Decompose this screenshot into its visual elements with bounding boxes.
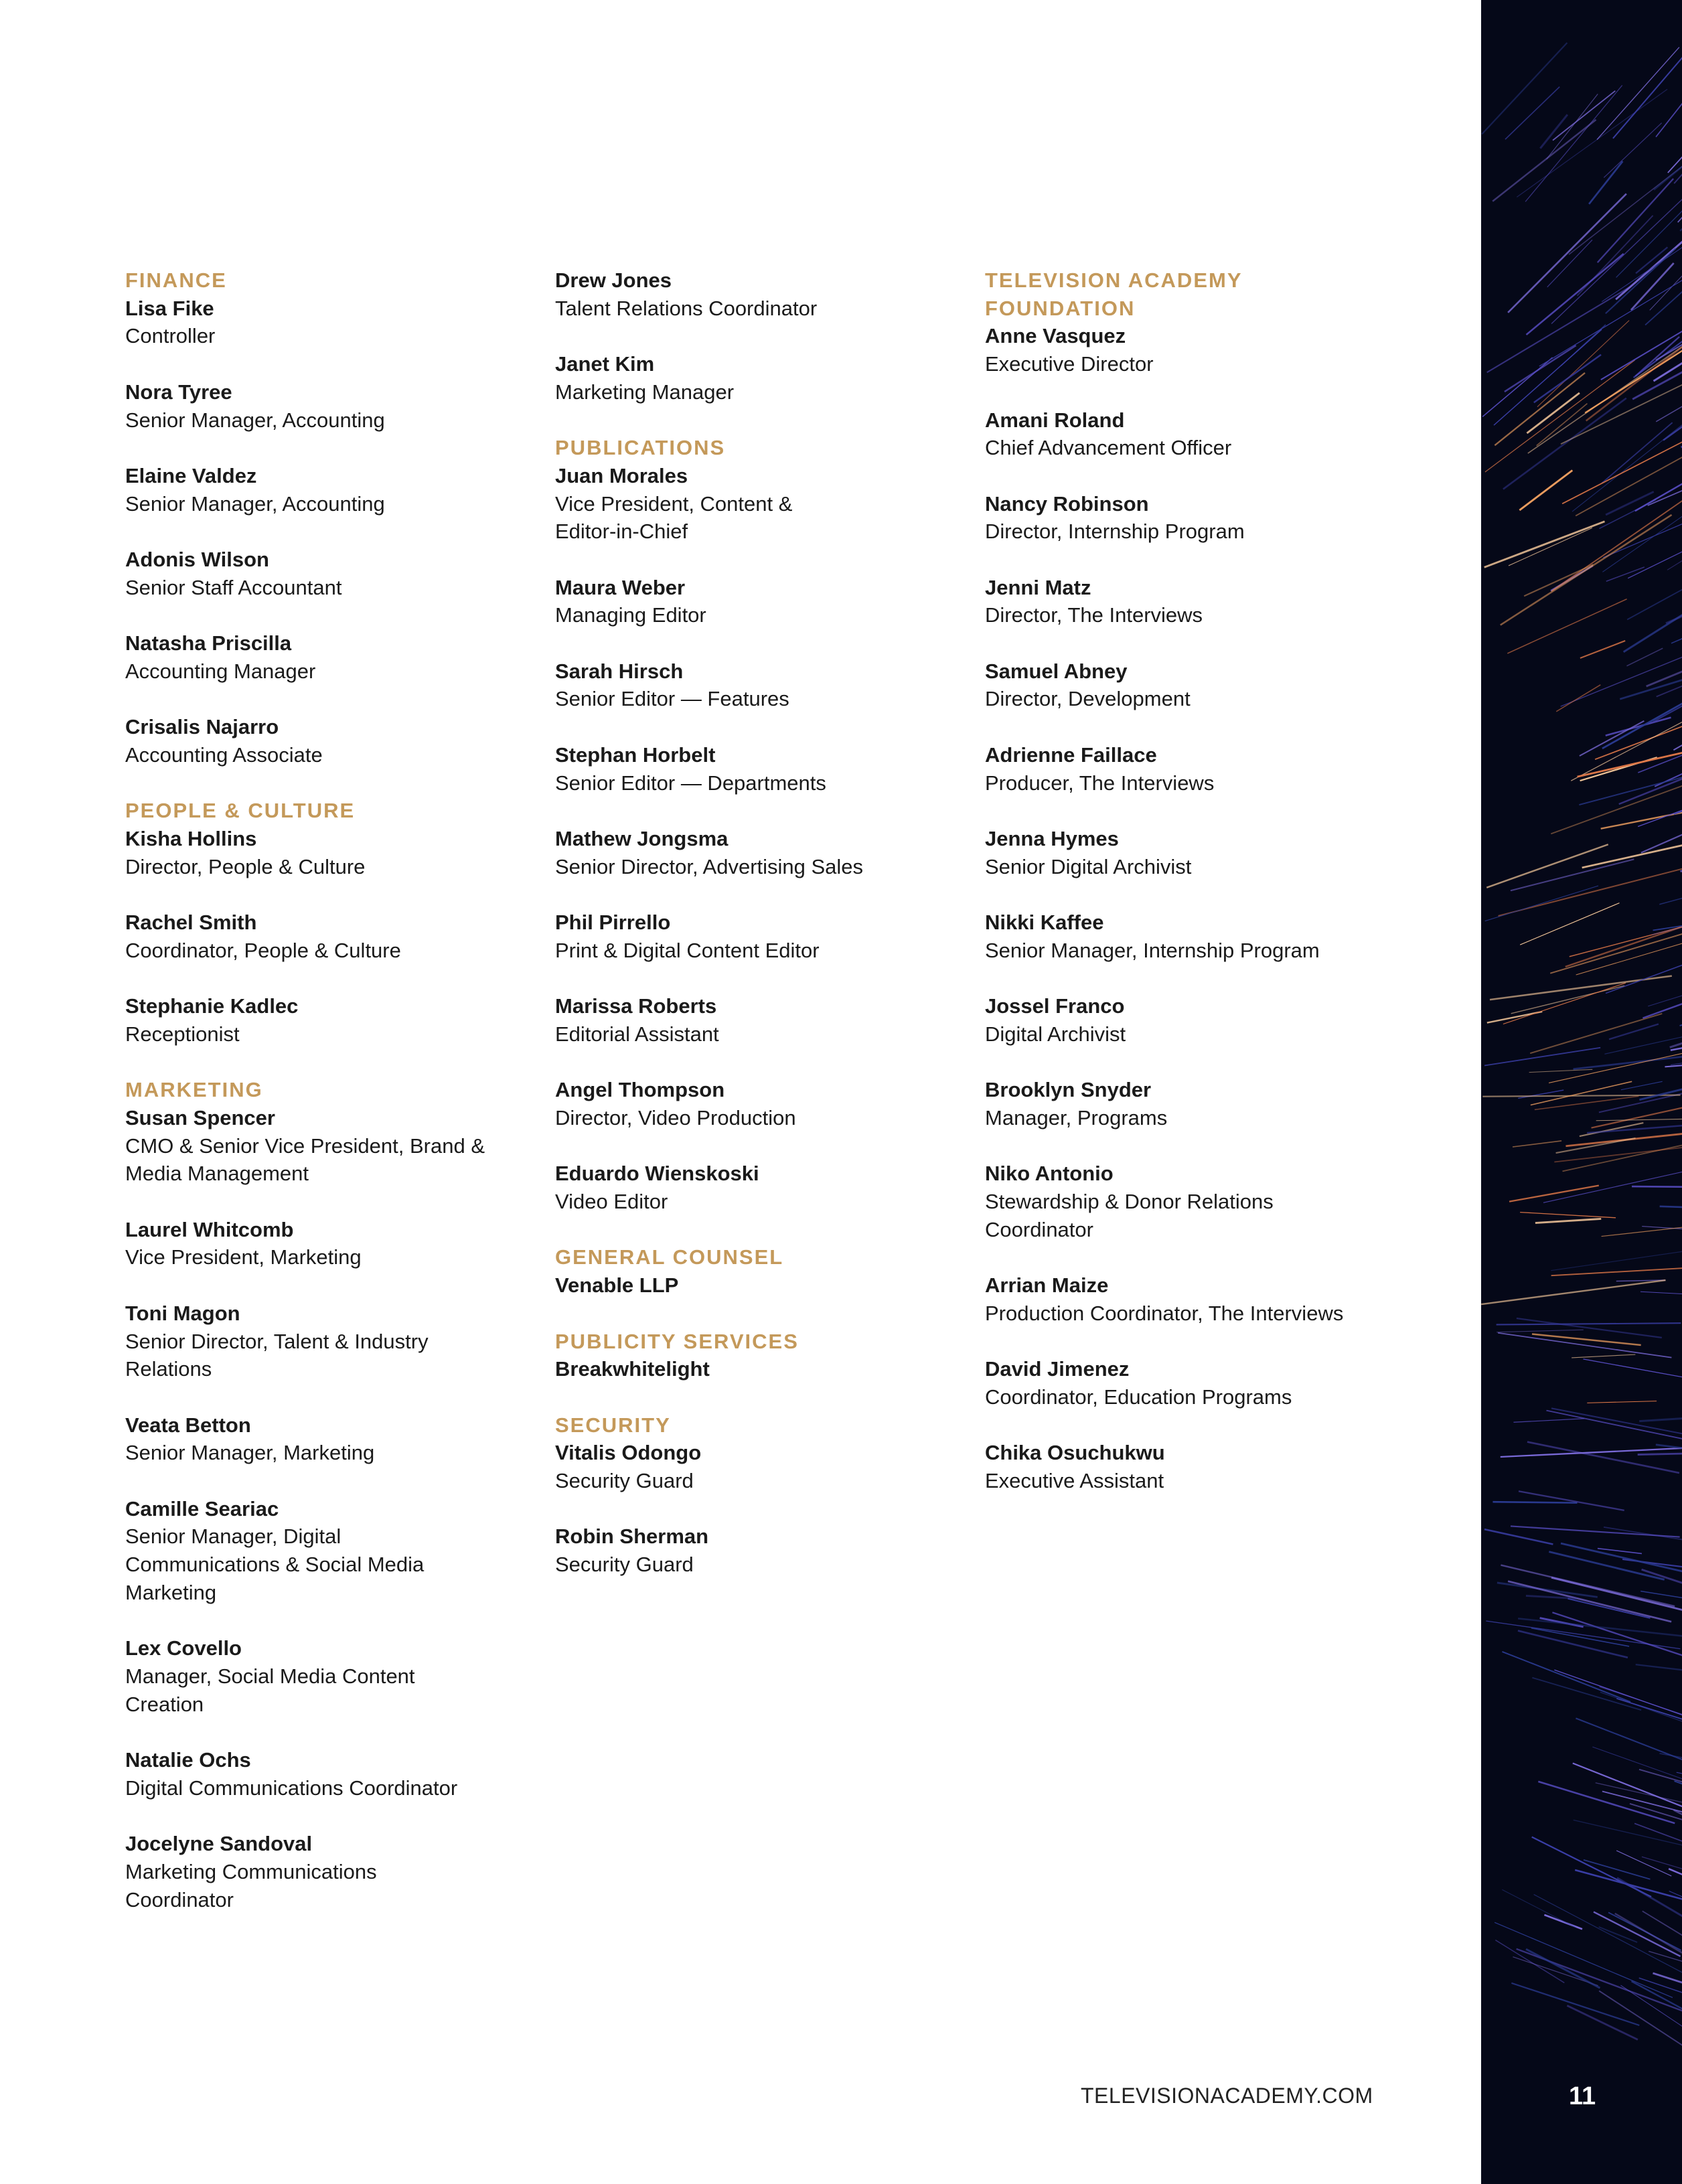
light-streak [1638, 1452, 1682, 1454]
staff-column-2 [555, 266, 970, 1607]
section-heading: MARKETING [125, 1078, 263, 1102]
staff-entry [555, 909, 970, 964]
staff-name: Janet Kim [555, 352, 655, 376]
light-streak [1524, 564, 1593, 596]
light-streak [1571, 711, 1682, 781]
light-streak [1583, 1359, 1682, 1390]
light-streak [1660, 1206, 1682, 1213]
light-streak [1537, 404, 1588, 446]
light-streak [1579, 760, 1682, 805]
staff-title: Senior Manager, Accounting [125, 491, 385, 516]
light-streak [1551, 1267, 1682, 1275]
light-streak [1543, 1160, 1682, 1202]
light-streak [1485, 886, 1598, 921]
light-streak [1494, 329, 1602, 425]
light-streak [1507, 599, 1626, 653]
staff-entry [985, 574, 1400, 629]
light-streak [1659, 858, 1682, 905]
staff-column-1 [125, 266, 540, 1942]
staff-title: Communications & Social Media [125, 1553, 425, 1577]
staff-name: Susan Spencer [125, 1105, 275, 1129]
staff-name: Arrian Maize [985, 1273, 1109, 1298]
staff-entry [985, 322, 1400, 378]
staff-entry [985, 1355, 1400, 1411]
staff-entry [125, 1495, 540, 1607]
light-streak [1674, 1781, 1682, 1802]
staff-name: Crisalis Najarro [125, 715, 279, 739]
light-streak [1601, 811, 1682, 829]
section-heading: TELEVISION ACADEMY FOUNDATION [985, 268, 1242, 320]
staff-name: Venable LLP [555, 1273, 679, 1298]
staff-title: Manager, Programs [985, 1105, 1168, 1129]
light-streak [1561, 1543, 1682, 1587]
light-streak [1606, 248, 1676, 313]
light-streak [1636, 1664, 1682, 1673]
staff-name: Rachel Smith [125, 911, 257, 935]
staff-title: Coordinator [125, 1887, 234, 1912]
staff-entry [125, 1634, 540, 1718]
light-streak [1649, 1951, 1682, 2005]
staff-title: Security Guard [555, 1469, 694, 1493]
staff-title: Executive Director [985, 352, 1154, 376]
light-streak [1505, 87, 1559, 139]
light-streak [1631, 1981, 1682, 2054]
light-streak [1652, 887, 1682, 935]
light-streak [1498, 1333, 1671, 1358]
light-streak [1620, 668, 1682, 699]
staff-entry [985, 1076, 1400, 1132]
light-streak [1529, 1069, 1593, 1072]
section-heading: SECURITY [555, 1413, 671, 1437]
light-streak [1535, 1096, 1638, 1109]
light-streak [1609, 1024, 1659, 1039]
light-streak [1575, 1870, 1682, 1903]
staff-entry [555, 574, 970, 629]
staff-name: Camille Seariac [125, 1496, 279, 1520]
staff-title: Vice President, Marketing [125, 1245, 362, 1269]
staff-title: Producer, The Interviews [985, 771, 1215, 795]
light-streak [1596, 1117, 1682, 1120]
light-streak [1632, 1186, 1682, 1187]
staff-name: David Jimenez [985, 1357, 1130, 1381]
light-streak [1481, 1280, 1665, 1304]
staff-entry [555, 462, 970, 546]
staff-column-3 [985, 266, 1400, 1523]
footer-website-url: TELEVISIONACADEMY.COM [1081, 2084, 1373, 2108]
staff-entry [985, 406, 1400, 462]
staff-entry [125, 629, 540, 685]
light-streak [1580, 721, 1644, 756]
staff-entry [125, 546, 540, 601]
staff-name: Adrienne Faillace [985, 743, 1157, 767]
light-streak [1647, 619, 1682, 686]
light-streak [1674, 126, 1682, 183]
staff-entry [125, 1746, 540, 1802]
light-streak [1549, 1552, 1664, 1580]
staff-name: Drew Jones [555, 268, 672, 292]
light-streak [1639, 1085, 1682, 1099]
staff-name: Laurel Whitcomb [125, 1217, 294, 1241]
light-streak [1484, 522, 1605, 568]
light-streak [1519, 1491, 1624, 1510]
light-streak [1505, 345, 1576, 392]
staff-name: Elaine Valdez [125, 463, 257, 487]
staff-entry [125, 462, 540, 518]
staff-title: Stewardship & Donor Relations [985, 1190, 1274, 1214]
light-streak [1606, 567, 1645, 581]
staff-title: Senior Manager, Accounting [125, 408, 385, 432]
staff-entry [985, 992, 1400, 1048]
staff-name: Natasha Priscilla [125, 631, 292, 655]
staff-title: Marketing [125, 1580, 217, 1604]
light-streak [1580, 641, 1625, 658]
light-streak [1648, 992, 1682, 1006]
staff-name: Vitalis Odongo [555, 1441, 702, 1465]
light-streak [1599, 1991, 1682, 2057]
light-streak [1642, 1911, 1682, 1966]
light-streak [1532, 1837, 1651, 1897]
staff-name: Veata Betton [125, 1413, 251, 1437]
light-streak [1501, 515, 1672, 625]
light-streak [1518, 1090, 1563, 1098]
section-heading: PEOPLE & CULTURE [125, 799, 356, 823]
staff-title: CMO & Senior Vice President, Brand & [125, 1134, 485, 1158]
light-streak [1578, 739, 1682, 777]
staff-name: Nikki Kaffee [985, 911, 1104, 935]
light-streak [1600, 1692, 1682, 1723]
light-streak [1572, 1354, 1635, 1358]
light-streak [1534, 355, 1601, 403]
light-streak [1502, 1652, 1630, 1702]
staff-name: Anne Vasquez [985, 324, 1126, 348]
light-streak [1678, 106, 1682, 222]
light-streak [1495, 1940, 1564, 1983]
decorative-light-streaks-panel [1481, 0, 1682, 2184]
light-streak [1669, 1869, 1682, 1921]
light-streak [1551, 489, 1682, 591]
light-streak [1513, 1419, 1584, 1423]
staff-title: Editor-in-Chief [555, 520, 688, 544]
light-streak [1487, 287, 1630, 372]
light-streak [1530, 1014, 1662, 1053]
light-streak [1547, 94, 1598, 159]
staff-entry [555, 1355, 970, 1383]
staff-title: Video Editor [555, 1190, 668, 1214]
light-streak [1659, 1753, 1682, 1774]
section-heading: PUBLICATIONS [555, 436, 726, 460]
staff-entry [985, 1439, 1400, 1494]
staff-name: Toni Magon [125, 1301, 240, 1325]
staff-title: Digital Archivist [985, 1022, 1126, 1046]
staff-name: Stephanie Kadlec [125, 994, 299, 1018]
staff-title: Vice President, Content & [555, 491, 793, 516]
light-streak [1589, 161, 1622, 204]
light-streak [1567, 2005, 1638, 2039]
staff-entry [125, 1104, 540, 1188]
light-streak [1670, 1025, 1682, 1047]
light-streak [1518, 1631, 1628, 1658]
staff-title: Receptionist [125, 1022, 240, 1046]
light-streak [1518, 1618, 1682, 1637]
staff-name: Lisa Fike [125, 296, 214, 320]
staff-name: Stephan Horbelt [555, 743, 716, 767]
staff-title: Production Coordinator, The Interviews [985, 1301, 1344, 1325]
staff-entry [125, 909, 540, 964]
staff-title: Relations [125, 1357, 212, 1381]
staff-title: Chief Advancement Officer [985, 436, 1232, 460]
staff-name: Niko Antonio [985, 1162, 1114, 1186]
staff-name: Eduardo Wienskoski [555, 1162, 759, 1186]
light-streak [1554, 1670, 1682, 1740]
light-streaks-graphic [1481, 0, 1682, 2184]
staff-entry [555, 1271, 970, 1300]
staff-name: Lex Covello [125, 1636, 242, 1660]
staff-title: Marketing Manager [555, 380, 735, 404]
light-streak [1635, 410, 1682, 511]
light-streak [1624, 576, 1682, 652]
light-streak [1551, 1249, 1682, 1271]
light-streak [1484, 1529, 1553, 1544]
staff-title: Media Management [125, 1162, 309, 1186]
light-streak [1484, 1048, 1600, 1066]
light-streak [1569, 159, 1682, 255]
staff-title: Senior Manager, Marketing [125, 1441, 375, 1465]
staff-entry [125, 378, 540, 434]
light-streak [1527, 1442, 1679, 1473]
staff-name: Natalie Ochs [125, 1748, 251, 1772]
light-streak [1613, 52, 1682, 138]
staff-name: Juan Morales [555, 463, 688, 487]
staff-title: Senior Director, Talent & Industry [125, 1329, 429, 1353]
light-streak [1604, 1527, 1682, 1548]
staff-entry [125, 295, 540, 350]
light-streak [1487, 1012, 1542, 1023]
light-streak [1520, 903, 1619, 945]
staff-title: Director, People & Culture [125, 854, 366, 878]
light-streak [1538, 1782, 1675, 1823]
staff-entry [985, 490, 1400, 546]
staff-name: Phil Pirrello [555, 911, 671, 935]
staff-title: Print & Digital Content Editor [555, 938, 820, 962]
light-streak [1517, 89, 1667, 197]
staff-entry [555, 741, 970, 797]
staff-entry [125, 1830, 540, 1914]
light-streak [1599, 1927, 1637, 1942]
light-streak [1601, 297, 1682, 380]
staff-entry [985, 657, 1400, 713]
staff-name: Marissa Roberts [555, 994, 717, 1018]
staff-title: Senior Manager, Digital [125, 1525, 341, 1549]
staff-title: Accounting Associate [125, 743, 323, 767]
light-streak [1528, 333, 1682, 453]
light-streak [1663, 405, 1682, 441]
light-streak [1653, 911, 1682, 931]
staff-name: Jenni Matz [985, 575, 1091, 599]
light-streak [1556, 685, 1600, 712]
staff-title: Coordinator [985, 1217, 1093, 1241]
staff-name: Kisha Hollins [125, 826, 257, 850]
staff-name: Sarah Hirsch [555, 659, 684, 683]
staff-entry [555, 1160, 970, 1215]
staff-title: Manager, Social Media Content [125, 1664, 415, 1688]
light-streak [1587, 1401, 1657, 1403]
staff-entry [555, 266, 970, 322]
light-streak [1668, 16, 1682, 173]
staff-name: Angel Thompson [555, 1078, 725, 1102]
section-heading: FINANCE [125, 268, 227, 292]
staff-name: Jocelyne Sandoval [125, 1832, 313, 1856]
staff-title: Coordinator, Education Programs [985, 1385, 1292, 1409]
light-streak [1572, 408, 1682, 512]
section-heading: GENERAL COUNSEL [555, 1245, 784, 1269]
light-streak [1604, 123, 1661, 178]
light-streak [1669, 1891, 1682, 1914]
staff-name: Samuel Abney [985, 659, 1128, 683]
light-streak [1640, 1292, 1682, 1298]
light-streak [1520, 1213, 1616, 1218]
staff-entry [985, 909, 1400, 964]
staff-title: Coordinator, People & Culture [125, 938, 401, 962]
light-streak [1561, 632, 1682, 706]
light-streak [1639, 1412, 1682, 1421]
light-streak [1602, 1792, 1682, 1822]
light-streak [1597, 48, 1679, 140]
staff-name: Chika Osuchukwu [985, 1441, 1165, 1465]
light-streak [1673, 726, 1682, 750]
light-streak [1602, 1217, 1682, 1237]
staff-entry [555, 825, 970, 880]
light-streak [1503, 983, 1626, 1024]
light-streak [1628, 501, 1682, 578]
light-streak [1539, 268, 1682, 366]
staff-entry [125, 825, 540, 880]
staff-title: Director, The Interviews [985, 603, 1203, 627]
staff-title: Marketing Communications [125, 1859, 377, 1883]
staff-name: Robin Sherman [555, 1525, 709, 1549]
staff-name: Jenna Hymes [985, 826, 1119, 850]
staff-title: Director, Development [985, 687, 1191, 711]
light-streak [1648, 447, 1682, 505]
light-streak [1576, 1718, 1682, 1784]
light-streak [1547, 240, 1592, 287]
light-streak [1604, 1031, 1682, 1055]
light-streak [1509, 528, 1592, 565]
light-streak [1666, 553, 1682, 623]
staff-title: Managing Editor [555, 603, 706, 627]
light-streak [1592, 1097, 1682, 1128]
staff-title: Senior Director, Advertising Sales [555, 854, 864, 878]
staff-name: Adonis Wilson [125, 547, 269, 571]
staff-entry [555, 992, 970, 1048]
light-streak [1656, 83, 1682, 137]
light-streak [1497, 1330, 1584, 1332]
staff-name: Nancy Robinson [985, 491, 1149, 516]
light-streak [1493, 120, 1596, 202]
light-streak [1626, 648, 1663, 666]
light-streak [1508, 193, 1626, 312]
staff-name: Mathew Jongsma [555, 826, 729, 850]
staff-name: Amani Roland [985, 408, 1125, 432]
staff-title: Director, Video Production [555, 1105, 796, 1129]
staff-entry [985, 1160, 1400, 1243]
staff-title: Editorial Assistant [555, 1022, 719, 1046]
staff-entry [125, 1411, 540, 1467]
staff-title: Security Guard [555, 1553, 694, 1577]
light-streak [1574, 1820, 1682, 1854]
staff-title: Senior Digital Archivist [985, 854, 1192, 878]
light-streak [1525, 85, 1622, 202]
light-streak [1565, 900, 1682, 967]
light-streak [1546, 1411, 1682, 1442]
light-streak [1595, 724, 1682, 759]
staff-entry [555, 350, 970, 406]
light-streak [1511, 1526, 1680, 1537]
light-streak [1513, 1141, 1561, 1147]
staff-title: Creation [125, 1692, 204, 1716]
light-streak [1485, 360, 1635, 472]
staff-title: Senior Editor — Features [555, 687, 789, 711]
staff-entry [555, 657, 970, 713]
staff-name: Brooklyn Snyder [985, 1078, 1152, 1102]
light-streak [1502, 1889, 1576, 1928]
light-streak [1642, 997, 1682, 1018]
staff-name: Jossel Franco [985, 994, 1125, 1018]
light-streak [1532, 1678, 1641, 1710]
light-streak [1526, 254, 1623, 335]
staff-entry [555, 1076, 970, 1132]
staff-entry [125, 992, 540, 1048]
light-streak [1598, 179, 1673, 262]
staff-title: Accounting Manager [125, 659, 316, 683]
section-heading: PUBLICITY SERVICES [555, 1329, 799, 1353]
staff-title: Talent Relations Coordinator [555, 296, 818, 320]
staff-title: Senior Editor — Departments [555, 771, 826, 795]
staff-entry [985, 741, 1400, 797]
staff-entry [125, 1216, 540, 1271]
staff-name: Nora Tyree [125, 380, 232, 404]
staff-title: Controller [125, 324, 216, 348]
staff-entry [985, 825, 1400, 880]
staff-entry [555, 1439, 970, 1494]
light-streak [1594, 1912, 1681, 1956]
light-streak [1568, 1599, 1650, 1618]
light-streak [1535, 1219, 1601, 1223]
staff-title: Senior Manager, Internship Program [985, 938, 1320, 962]
light-streak [1497, 1323, 1681, 1324]
staff-entry [555, 1523, 970, 1578]
staff-entry [985, 1271, 1400, 1327]
staff-title: Director, Internship Program [985, 520, 1245, 544]
light-streak [1519, 471, 1572, 511]
staff-title: Digital Communications Coordinator [125, 1776, 458, 1800]
light-streak [1576, 939, 1682, 975]
staff-title: Executive Assistant [985, 1469, 1164, 1493]
light-streak [1584, 1860, 1650, 1879]
light-streak [1634, 1823, 1682, 1871]
staff-entry [125, 1300, 540, 1383]
light-streak [1534, 1894, 1682, 1978]
staff-title: Senior Staff Accountant [125, 575, 342, 599]
staff-name: Breakwhitelight [555, 1357, 710, 1381]
page-number: 11 [1569, 2082, 1596, 2110]
staff-name: Maura Weber [555, 575, 686, 599]
staff-entry [125, 713, 540, 769]
